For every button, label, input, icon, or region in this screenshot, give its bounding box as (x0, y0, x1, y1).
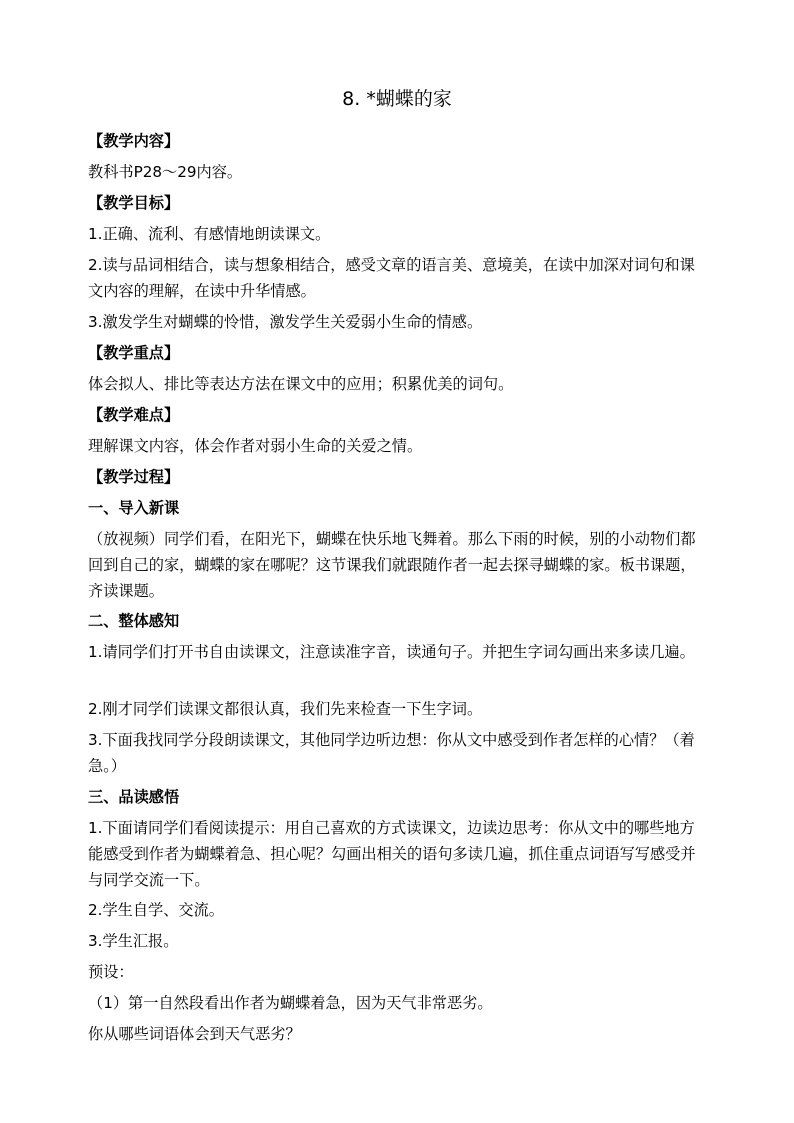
paragraph: 2.刚才同学们读课文都很认真，我们先来检查一下生字词。 (88, 700, 483, 718)
section-heading-content: 【教学内容】 (88, 132, 180, 150)
paragraph: 教科书P28～29内容。 (88, 163, 243, 181)
section-heading-difficulties: 【教学难点】 (88, 406, 180, 424)
paragraph: 3.激发学生对蝴蝶的怜惜，激发学生关爱弱小生命的情感。 (88, 313, 483, 331)
page-title: 8. *蝴蝶的家 (342, 88, 452, 110)
paragraph: 1.正确、流利、有感情地朗读课文。 (88, 225, 331, 243)
paragraph: 3.学生汇报。 (88, 932, 179, 950)
paragraph: 体会拟人、排比等表达方法在课文中的应用；积累优美的词句。 (88, 375, 514, 393)
subsection-heading-overall: 二、整体感知 (88, 612, 180, 630)
section-heading-goals: 【教学目标】 (88, 194, 180, 212)
paragraph: （放视频）同学们看，在阳光下，蝴蝶在快乐地飞舞着。那么下雨的时候，别的小动物们都回到自己的家，蝴蝶的家在哪呢？这节课我们就跟随作者一起去探寻蝴蝶的家。板书课题，齐读课题。 (88, 530, 696, 600)
subsection-heading-intro: 一、导入新课 (88, 499, 180, 517)
subsection-heading-reading: 三、品读感悟 (88, 788, 180, 806)
section-heading-process: 【教学过程】 (88, 468, 180, 486)
paragraph: 1.下面请同学们看阅读提示：用自己喜欢的方式读课文，边读边思考：你从文中的哪些地方能感受到作者为蝴蝶着急、担心呢？勾画出相关的语句多读几遍，抓住重点词语写写感受并与同学交流一下。 (88, 819, 696, 889)
paragraph: 2.学生自学、交流。 (88, 901, 224, 919)
paragraph: 理解课文内容，体会作者对弱小生命的关爱之情。 (88, 437, 423, 455)
paragraph: 2.读与品词相结合，读与想象相结合，感受文章的语言美、意境美，在读中加深对词句和课文内容的理解，在读中升华情感。 (88, 256, 695, 300)
paragraph: （1）第一自然段看出作者为蝴蝶着急，因为天气非常恶劣。 (88, 994, 493, 1012)
paragraph: 1.请同学们打开书自由读课文，注意读准字音，读通句子。并把生字词勾画出来多读几遍。 (88, 643, 695, 661)
paragraph: 预设： (88, 963, 134, 981)
paragraph: 你从哪些词语体会到天气恶劣？ (88, 1025, 301, 1043)
section-heading-key-points: 【教学重点】 (88, 344, 180, 362)
paragraph: 3.下面我找同学分段朗读课文，其他同学边听边想：你从文中感受到作者怎样的心情？（着急。） (88, 731, 695, 775)
